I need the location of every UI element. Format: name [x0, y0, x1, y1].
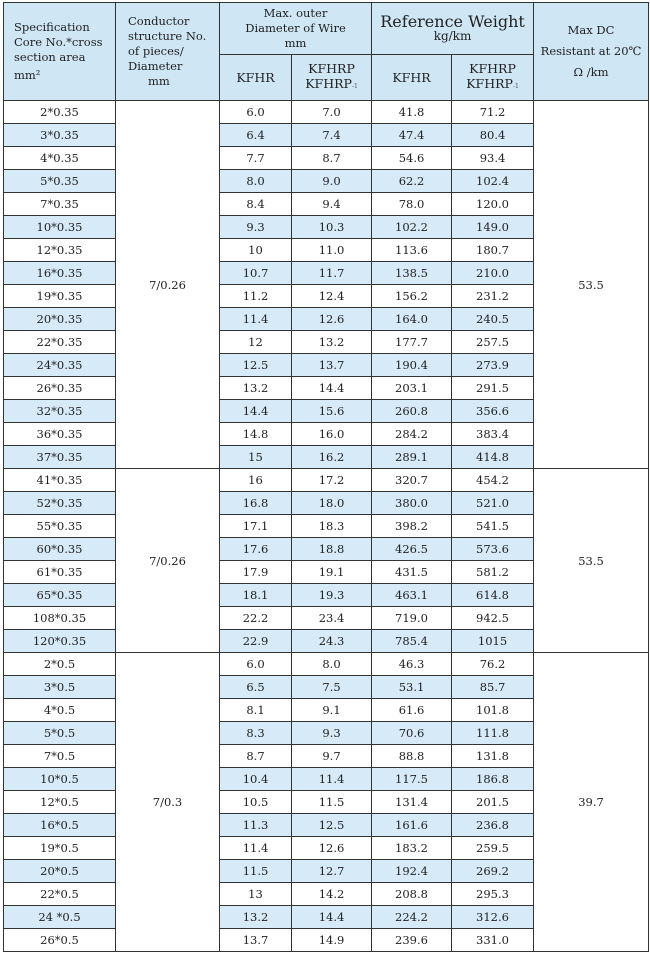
kfhrp-diameter-cell: 8.0 [292, 653, 372, 676]
kfhr-diameter-cell: 12 [220, 331, 292, 354]
kfhrp-diameter-header: KFHRP KFHRP-1 [292, 55, 372, 101]
kfhr-diameter-cell: 14.4 [220, 400, 292, 423]
kfhrp-diameter-cell: 7.0 [292, 101, 372, 124]
kfhr-weight-cell: 239.6 [372, 929, 452, 952]
kfhrp-weight-cell: 312.6 [452, 906, 534, 929]
kfhrp-diameter-cell: 17.2 [292, 469, 372, 492]
kfhrp-diameter-cell: 10.3 [292, 216, 372, 239]
spec-cell: 3*0.5 [4, 676, 116, 699]
kfhr-weight-cell: 54.6 [372, 147, 452, 170]
kfhr-weight-cell: 426.5 [372, 538, 452, 561]
spec-cell: 5*0.5 [4, 722, 116, 745]
spec-cell: 20*0.35 [4, 308, 116, 331]
conductor-cell: 7/0.26 [116, 469, 220, 653]
kfhrp-weight-cell: 581.2 [452, 561, 534, 584]
spec-cell: 22*0.5 [4, 883, 116, 906]
spec-cell: 2*0.35 [4, 101, 116, 124]
spec-cell: 120*0.35 [4, 630, 116, 653]
kfhrp-weight-cell: 295.3 [452, 883, 534, 906]
kfhrp-weight-cell: 80.4 [452, 124, 534, 147]
spec-header: Specification Core No.*cross section area mm² [4, 3, 116, 101]
kfhrp-weight-cell: 1015 [452, 630, 534, 653]
kfhrp-diameter-cell: 24.3 [292, 630, 372, 653]
kfhr-diameter-cell: 16 [220, 469, 292, 492]
kfhrp-diameter-cell: 16.2 [292, 446, 372, 469]
kfhr-weight-cell: 431.5 [372, 561, 452, 584]
kfhr-weight-cell: 47.4 [372, 124, 452, 147]
spec-cell: 10*0.5 [4, 768, 116, 791]
spec-cell: 16*0.35 [4, 262, 116, 285]
spec-cell: 65*0.35 [4, 584, 116, 607]
kfhrp-diameter-cell: 13.2 [292, 331, 372, 354]
kfhr-weight-cell: 62.2 [372, 170, 452, 193]
spec-cell: 26*0.35 [4, 377, 116, 400]
kfhr-diameter-cell: 11.4 [220, 837, 292, 860]
kfhr-diameter-cell: 6.0 [220, 101, 292, 124]
spec-cell: 10*0.35 [4, 216, 116, 239]
spec-cell: 19*0.35 [4, 285, 116, 308]
kfhrp-weight-header: KFHRP KFHRP-1 [452, 55, 534, 101]
kfhr-weight-cell: 177.7 [372, 331, 452, 354]
kfhrp-weight-cell: 541.5 [452, 515, 534, 538]
spec-cell: 52*0.35 [4, 492, 116, 515]
kfhrp-weight-cell: 186.8 [452, 768, 534, 791]
kfhr-diameter-cell: 13 [220, 883, 292, 906]
spec-cell: 32*0.35 [4, 400, 116, 423]
kfhrp-diameter-cell: 12.5 [292, 814, 372, 837]
kfhrp-weight-cell: 120.0 [452, 193, 534, 216]
kfhrp-weight-cell: 383.4 [452, 423, 534, 446]
kfhrp-weight-cell: 201.5 [452, 791, 534, 814]
kfhrp-diameter-cell: 11.4 [292, 768, 372, 791]
kfhr-diameter-cell: 8.1 [220, 699, 292, 722]
kfhr-weight-cell: 785.4 [372, 630, 452, 653]
kfhr-diameter-cell: 17.9 [220, 561, 292, 584]
kfhrp-weight-cell: 131.8 [452, 745, 534, 768]
kfhr-diameter-cell: 6.4 [220, 124, 292, 147]
kfhr-weight-cell: 102.2 [372, 216, 452, 239]
kfhrp-weight-cell: 101.8 [452, 699, 534, 722]
conductor-cell: 7/0.3 [116, 653, 220, 952]
kfhr-diameter-cell: 17.1 [220, 515, 292, 538]
kfhrp-diameter-cell: 14.4 [292, 906, 372, 929]
spec-cell: 12*0.35 [4, 239, 116, 262]
kfhrp-weight-cell: 273.9 [452, 354, 534, 377]
kfhrp-weight-cell: 356.6 [452, 400, 534, 423]
kfhr-diameter-cell: 10 [220, 239, 292, 262]
kfhr-weight-cell: 156.2 [372, 285, 452, 308]
kfhrp-weight-cell: 111.8 [452, 722, 534, 745]
kfhr-diameter-cell: 8.0 [220, 170, 292, 193]
kfhr-weight-cell: 131.4 [372, 791, 452, 814]
resistance-header: Max DC Resistant at 20℃ Ω /km [534, 3, 649, 101]
kfhr-weight-cell: 320.7 [372, 469, 452, 492]
kfhr-weight-header: KFHR [372, 55, 452, 101]
kfhrp-weight-cell: 414.8 [452, 446, 534, 469]
kfhrp-weight-cell: 231.2 [452, 285, 534, 308]
kfhrp-weight-cell: 614.8 [452, 584, 534, 607]
kfhr-diameter-cell: 6.5 [220, 676, 292, 699]
kfhr-weight-cell: 192.4 [372, 860, 452, 883]
kfhr-weight-cell: 78.0 [372, 193, 452, 216]
table-row [4, 469, 649, 492]
spec-cell: 22*0.35 [4, 331, 116, 354]
kfhr-diameter-cell: 12.5 [220, 354, 292, 377]
kfhrp-diameter-cell: 12.7 [292, 860, 372, 883]
kfhrp-weight-cell: 331.0 [452, 929, 534, 952]
spec-cell: 5*0.35 [4, 170, 116, 193]
kfhr-weight-cell: 70.6 [372, 722, 452, 745]
kfhrp-diameter-cell: 18.8 [292, 538, 372, 561]
kfhr-weight-cell: 380.0 [372, 492, 452, 515]
kfhrp-diameter-cell: 18.0 [292, 492, 372, 515]
spec-cell: 7*0.35 [4, 193, 116, 216]
kfhr-weight-cell: 164.0 [372, 308, 452, 331]
resistance-cell: 53.5 [534, 469, 649, 653]
kfhr-weight-cell: 463.1 [372, 584, 452, 607]
kfhr-weight-cell: 88.8 [372, 745, 452, 768]
kfhrp-weight-cell: 521.0 [452, 492, 534, 515]
spec-cell: 4*0.35 [4, 147, 116, 170]
kfhrp-diameter-cell: 11.7 [292, 262, 372, 285]
kfhr-diameter-header: KFHR [220, 55, 292, 101]
kfhrp-diameter-cell: 23.4 [292, 607, 372, 630]
kfhrp-weight-cell: 85.7 [452, 676, 534, 699]
kfhrp-weight-cell: 454.2 [452, 469, 534, 492]
spec-cell: 24 *0.5 [4, 906, 116, 929]
kfhrp-diameter-cell: 14.2 [292, 883, 372, 906]
kfhr-weight-cell: 46.3 [372, 653, 452, 676]
kfhr-diameter-cell: 18.1 [220, 584, 292, 607]
kfhr-diameter-cell: 8.7 [220, 745, 292, 768]
kfhr-diameter-cell: 9.3 [220, 216, 292, 239]
diameter-header: Max. outer Diameter of Wire mm [220, 3, 372, 55]
kfhrp-diameter-cell: 11.0 [292, 239, 372, 262]
table-row [4, 653, 649, 676]
kfhrp-weight-cell: 257.5 [452, 331, 534, 354]
kfhrp-diameter-cell: 14.9 [292, 929, 372, 952]
kfhrp-diameter-cell: 9.4 [292, 193, 372, 216]
kfhrp-weight-cell: 180.7 [452, 239, 534, 262]
kfhr-diameter-cell: 8.4 [220, 193, 292, 216]
kfhr-diameter-cell: 10.4 [220, 768, 292, 791]
spec-cell: 12*0.5 [4, 791, 116, 814]
kfhrp-diameter-cell: 11.5 [292, 791, 372, 814]
kfhr-weight-cell: 208.8 [372, 883, 452, 906]
spec-cell: 36*0.35 [4, 423, 116, 446]
kfhrp-weight-cell: 291.5 [452, 377, 534, 400]
kfhrp-diameter-cell: 9.3 [292, 722, 372, 745]
kfhr-weight-cell: 117.5 [372, 768, 452, 791]
kfhr-weight-cell: 61.6 [372, 699, 452, 722]
kfhr-weight-cell: 719.0 [372, 607, 452, 630]
kfhrp-weight-cell: 269.2 [452, 860, 534, 883]
kfhr-diameter-cell: 10.7 [220, 262, 292, 285]
table-row [4, 101, 649, 124]
kfhr-diameter-cell: 8.3 [220, 722, 292, 745]
spec-cell: 16*0.5 [4, 814, 116, 837]
kfhrp-weight-cell: 573.6 [452, 538, 534, 561]
kfhrp-diameter-cell: 14.4 [292, 377, 372, 400]
kfhr-diameter-cell: 10.5 [220, 791, 292, 814]
kfhr-diameter-cell: 11.3 [220, 814, 292, 837]
kfhr-weight-cell: 289.1 [372, 446, 452, 469]
kfhrp-diameter-cell: 7.4 [292, 124, 372, 147]
kfhr-diameter-cell: 22.9 [220, 630, 292, 653]
kfhr-weight-cell: 190.4 [372, 354, 452, 377]
kfhrp-weight-cell: 240.5 [452, 308, 534, 331]
kfhr-weight-cell: 398.2 [372, 515, 452, 538]
kfhr-weight-cell: 53.1 [372, 676, 452, 699]
kfhr-diameter-cell: 13.2 [220, 906, 292, 929]
spec-cell: 26*0.5 [4, 929, 116, 952]
spec-cell: 37*0.35 [4, 446, 116, 469]
kfhr-diameter-cell: 16.8 [220, 492, 292, 515]
kfhrp-weight-cell: 76.2 [452, 653, 534, 676]
kfhrp-weight-cell: 210.0 [452, 262, 534, 285]
kfhr-diameter-cell: 13.2 [220, 377, 292, 400]
kfhr-diameter-cell: 11.5 [220, 860, 292, 883]
kfhrp-diameter-cell: 12.4 [292, 285, 372, 308]
kfhr-diameter-cell: 11.2 [220, 285, 292, 308]
spec-cell: 2*0.5 [4, 653, 116, 676]
kfhr-weight-cell: 203.1 [372, 377, 452, 400]
spec-cell: 7*0.5 [4, 745, 116, 768]
kfhr-diameter-cell: 6.0 [220, 653, 292, 676]
kfhr-weight-cell: 138.5 [372, 262, 452, 285]
kfhrp-weight-cell: 942.5 [452, 607, 534, 630]
kfhr-weight-cell: 113.6 [372, 239, 452, 262]
conductor-header: Conductor structure No. of pieces/ Diameter mm [116, 3, 220, 101]
kfhrp-diameter-cell: 19.3 [292, 584, 372, 607]
resistance-cell: 39.7 [534, 653, 649, 952]
kfhrp-diameter-cell: 9.1 [292, 699, 372, 722]
spec-cell: 20*0.5 [4, 860, 116, 883]
spec-cell: 19*0.5 [4, 837, 116, 860]
kfhr-weight-cell: 224.2 [372, 906, 452, 929]
spec-cell: 60*0.35 [4, 538, 116, 561]
spec-cell: 24*0.35 [4, 354, 116, 377]
kfhr-diameter-cell: 22.2 [220, 607, 292, 630]
kfhrp-diameter-cell: 9.7 [292, 745, 372, 768]
kfhrp-diameter-cell: 16.0 [292, 423, 372, 446]
kfhr-diameter-cell: 17.6 [220, 538, 292, 561]
spec-cell: 55*0.35 [4, 515, 116, 538]
spec-cell: 41*0.35 [4, 469, 116, 492]
kfhr-diameter-cell: 15 [220, 446, 292, 469]
kfhr-weight-cell: 161.6 [372, 814, 452, 837]
kfhr-weight-cell: 284.2 [372, 423, 452, 446]
kfhrp-diameter-cell: 19.1 [292, 561, 372, 584]
spec-cell: 61*0.35 [4, 561, 116, 584]
kfhr-diameter-cell: 7.7 [220, 147, 292, 170]
spec-cell: 3*0.35 [4, 124, 116, 147]
kfhrp-diameter-cell: 8.7 [292, 147, 372, 170]
kfhr-diameter-cell: 11.4 [220, 308, 292, 331]
kfhr-diameter-cell: 13.7 [220, 929, 292, 952]
cable-spec-table [3, 2, 649, 952]
kfhrp-weight-cell: 102.4 [452, 170, 534, 193]
kfhr-weight-cell: 183.2 [372, 837, 452, 860]
kfhrp-weight-cell: 259.5 [452, 837, 534, 860]
spec-cell: 108*0.35 [4, 607, 116, 630]
kfhr-weight-cell: 41.8 [372, 101, 452, 124]
kfhrp-weight-cell: 236.8 [452, 814, 534, 837]
kfhr-diameter-cell: 14.8 [220, 423, 292, 446]
spec-cell: 4*0.5 [4, 699, 116, 722]
kfhrp-weight-cell: 149.0 [452, 216, 534, 239]
kfhrp-diameter-cell: 12.6 [292, 308, 372, 331]
kfhrp-weight-cell: 93.4 [452, 147, 534, 170]
kfhrp-weight-cell: 71.2 [452, 101, 534, 124]
weight-header: Reference Weight kg/km [372, 3, 534, 55]
kfhrp-diameter-cell: 18.3 [292, 515, 372, 538]
kfhrp-diameter-cell: 7.5 [292, 676, 372, 699]
conductor-cell: 7/0.26 [116, 101, 220, 469]
kfhr-weight-cell: 260.8 [372, 400, 452, 423]
kfhrp-diameter-cell: 13.7 [292, 354, 372, 377]
kfhrp-diameter-cell: 9.0 [292, 170, 372, 193]
resistance-cell: 53.5 [534, 101, 649, 469]
kfhrp-diameter-cell: 12.6 [292, 837, 372, 860]
kfhrp-diameter-cell: 15.6 [292, 400, 372, 423]
